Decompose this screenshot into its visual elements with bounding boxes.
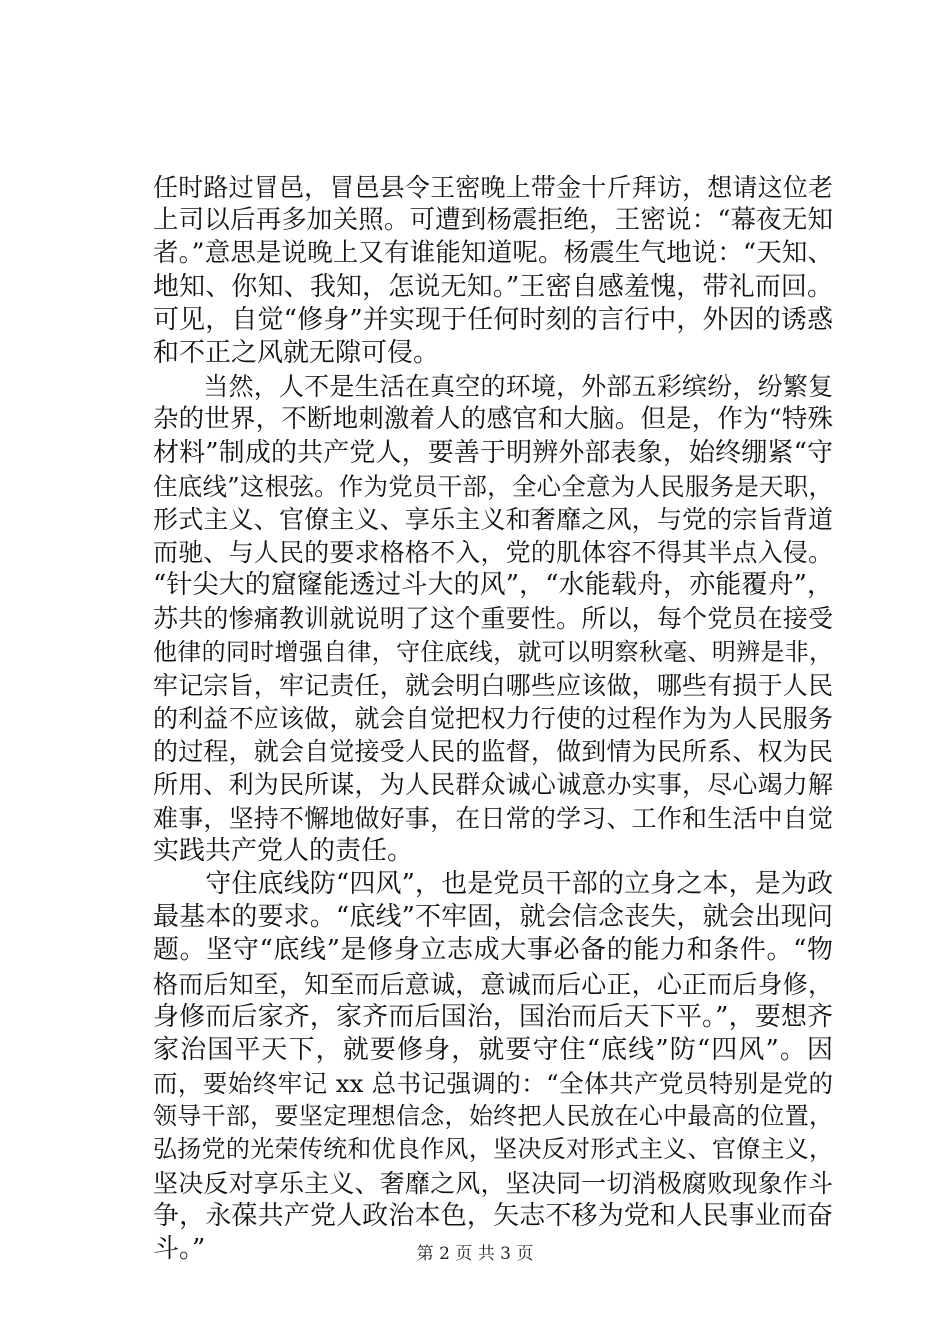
body-text: [153, 171, 833, 1266]
text-line: 领导干部，要坚定理想信念，始终把人民放在心中最高的位置，: [153, 1102, 833, 1131]
text-line: 争，永葆共产党人政治本色，矢志不移为党和人民事业而奋: [153, 1200, 833, 1231]
text-line: 形式主义、官僚主义、享乐主义和奢靡之风，与党的宗旨背道: [153, 504, 833, 534]
text-line: 而驰、与人民的要求格格不入，党的肌体容不得其半点入侵。: [153, 538, 833, 568]
text-line: 和不正之风就无隙可侵。: [153, 337, 440, 368]
page-footer: 第 2 页 共 3 页: [416, 1244, 534, 1264]
text-line: 坚决反对享乐主义、奢靡之风，坚决同一切消极腐败现象作斗: [153, 1168, 833, 1198]
text-line: 的利益不应该做，就会自觉把权力行使的过程作为为人民服务: [153, 704, 833, 733]
text-line: 他律的同时增强自律，守住底线，就可以明察秋毫、明辨是非，: [153, 637, 833, 666]
text-line: 任时路过冒邑，冒邑县令王密晚上带金十斤拜访，想请这位老: [153, 173, 833, 202]
text-line: “针尖大的窟窿能透过斗大的风”，“水能载舟，亦能覆舟”，: [153, 570, 833, 601]
text-line: 最基本的要求。“底线”不牢固，就会信念丧失，就会出现问: [153, 902, 833, 933]
text-line: 所用、利为民所谋，为人民群众诚心诚意办实事，尽心竭力解: [153, 770, 833, 800]
text-line: 题。坚守“底线”是修身立志成大事必备的能力和条件。“物: [153, 935, 833, 966]
text-line: 弘扬党的光荣传统和优良作风，坚决反对形式主义、官僚主义，: [153, 1135, 833, 1164]
text-line: 格而后知至，知至而后意诚，意诚而后心正，心正而后身修，: [153, 969, 833, 999]
text-line: 斗。”: [153, 1234, 206, 1264]
text-line: 可见，自觉“修身”并实现于任何时刻的言行中，外因的诱惑: [153, 304, 833, 335]
text-line: 当然，人不是生活在真空的环境，外部五彩缤纷，纷繁复: [153, 372, 833, 402]
text-line: 上司以后再多加关照。可遭到杨震拒绝，王密说：“幕夜无知: [153, 205, 833, 236]
text-line: 住底线”这根弦。作为党员干部，全心全意为人民服务是天职，: [153, 471, 833, 501]
text-line: 材料”制成的共产党人，要善于明辨外部表象，始终绷紧“守: [153, 437, 833, 468]
text-line: 苏共的惨痛教训就说明了这个重要性。所以，每个党员在接受: [153, 604, 833, 634]
text-line: 的过程，就会自觉接受人民的监督，做到情为民所系、权为民: [153, 737, 833, 767]
text-line: 难事，坚持不懈地做好事，在日常的学习、工作和生活中自觉: [153, 803, 833, 833]
text-line: 家治国平天下，就要修身，就要守住“底线”防“四风”。因: [153, 1034, 833, 1065]
text-line: 身修而后家齐，家齐而后国治，国治而后天下平。”，要想齐: [153, 1001, 833, 1032]
text-line: 牢记宗旨，牢记责任，就会明白哪些应该做，哪些有损于人民: [153, 670, 833, 700]
text-line: 杂的世界，不断地刺激着人的感官和大脑。但是，作为“特殊: [153, 404, 833, 435]
text-line: 者。”意思是说晚上又有谁能知道呢。杨震生气地说：“天知、: [153, 238, 833, 269]
text-line: 地知、你知、我知，怎说无知。”王密自感羞愧，带礼而回。: [153, 271, 833, 302]
text-line: 守住底线防“四风”，也是党员干部的立身之本，是为政: [153, 868, 833, 899]
text-line: 而，要始终牢记 xx 总书记强调的：“全体共产党员特别是党的: [153, 1069, 833, 1099]
text-line: 实践共产党人的责任。: [153, 835, 414, 866]
